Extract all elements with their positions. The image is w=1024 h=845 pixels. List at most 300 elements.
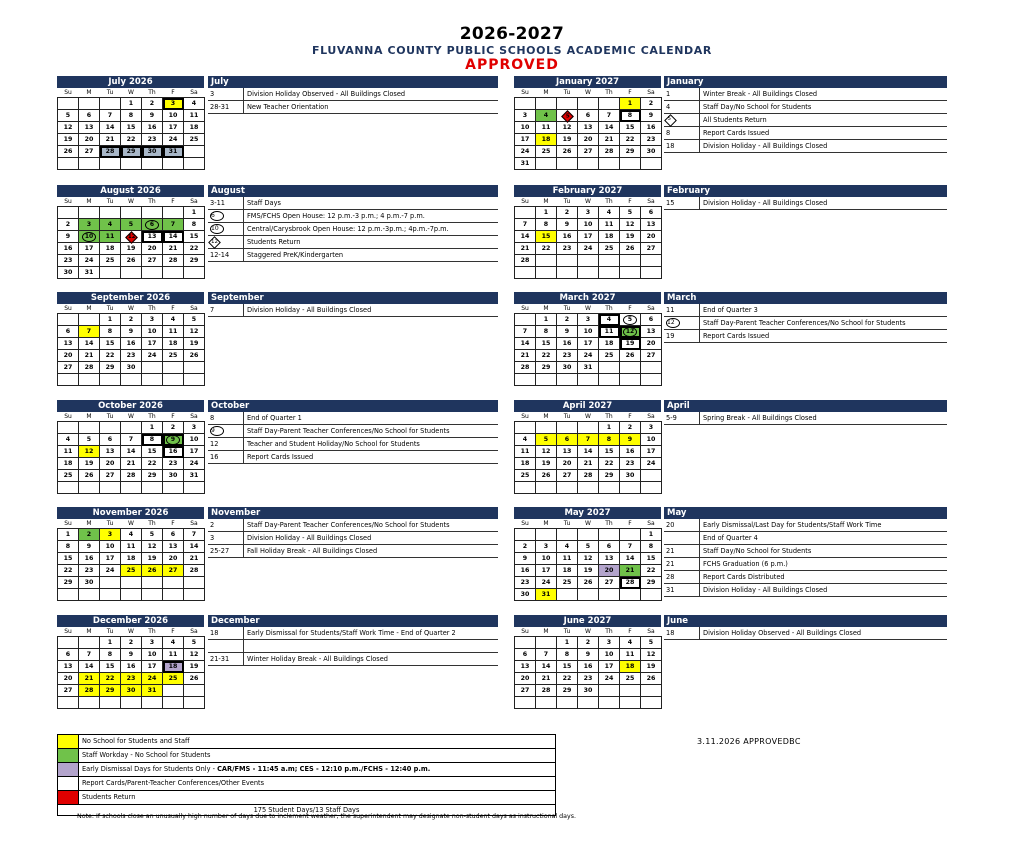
legend-row [58, 791, 555, 805]
weekday-label: Th [605, 520, 613, 527]
event-circle: 9 [210, 426, 224, 436]
day-cell: 29 [557, 685, 578, 697]
event-text: Staff Day/No School for Students [699, 101, 947, 113]
day-cell [515, 637, 536, 649]
day-cell: 10 [100, 541, 121, 553]
day-cell [58, 158, 79, 170]
week-row [515, 267, 662, 279]
event-text: Staff Day-Parent Teacher Conferences/No School for Students [699, 317, 947, 329]
day-cell [121, 577, 142, 589]
event-circle: 10 [82, 232, 96, 242]
day-cell: 22 [536, 243, 557, 255]
day-cell: 26 [557, 146, 578, 158]
day-cell [142, 697, 163, 709]
day-cell: 27 [142, 255, 163, 267]
day-cell: 22 [184, 243, 205, 255]
event-row [664, 114, 947, 127]
day-cell: 19 [58, 134, 79, 146]
day-cell: 6 [557, 434, 578, 446]
month-grid [57, 88, 205, 170]
event-text: Central/Carysbrook Open House: 12 p.m.-3p.m.; 4p.m.-7p.m. [243, 223, 498, 235]
day-cell: 11 [100, 231, 121, 243]
day-cell: 13 [163, 541, 184, 553]
event-row [664, 101, 947, 114]
day-cell: 5 [641, 637, 662, 649]
day-cell: 18 [599, 338, 620, 350]
day-cell: 7 [100, 110, 121, 122]
day-cell [121, 158, 142, 170]
day-cell: 30 [620, 470, 641, 482]
day-cell: 26 [142, 565, 163, 577]
week-row [58, 267, 205, 279]
day-cell: 12 [536, 446, 557, 458]
day-cell: 15 [536, 231, 557, 243]
day-cell [58, 374, 79, 386]
day-cell [599, 362, 620, 374]
day-cell: 4 [58, 434, 79, 446]
month-calendar [57, 76, 204, 170]
event-text [243, 640, 498, 652]
day-cell: 19 [184, 338, 205, 350]
event-month-title: July [208, 76, 498, 88]
day-cell: 11 [620, 649, 641, 661]
day-cell: 16 [641, 122, 662, 134]
day-cell: 22 [142, 458, 163, 470]
day-cell: 18 [58, 458, 79, 470]
event-date: 3-11 [210, 199, 225, 207]
day-cell: 14 [100, 122, 121, 134]
weekday-label: W [585, 89, 591, 96]
day-cell: 21 [184, 553, 205, 565]
weekday-label: F [171, 520, 175, 527]
day-cell [79, 374, 100, 386]
day-cell: 17 [578, 231, 599, 243]
event-text: Teacher and Student Holiday/No School for Students [243, 438, 498, 450]
event-month-title: December [208, 615, 498, 627]
week-row [515, 122, 662, 134]
day-cell [79, 589, 100, 601]
event-text: Spring Break - All Buildings Closed [699, 412, 947, 424]
day-cell: 17 [536, 565, 557, 577]
month-calendar [514, 400, 661, 494]
day-cell: 1 [142, 422, 163, 434]
day-cell: 15 [100, 338, 121, 350]
month-calendar [57, 185, 204, 279]
day-cell [599, 267, 620, 279]
day-cell: 24 [599, 673, 620, 685]
event-row [664, 197, 947, 210]
day-cell [58, 314, 79, 326]
day-cell: 14 [578, 446, 599, 458]
month-calendar [514, 76, 661, 170]
event-list [664, 292, 947, 343]
event-date: 21-31 [210, 655, 230, 663]
day-cell: 8 [100, 649, 121, 661]
event-month-title: August [208, 185, 498, 197]
day-cell: 19 [536, 458, 557, 470]
week-row [515, 589, 662, 601]
day-cell: 7 [578, 434, 599, 446]
day-cell: 7 [599, 110, 620, 122]
weekday-label: M [86, 628, 92, 635]
week-row [515, 158, 662, 170]
legend-label: Staff Workday - No School for Students [82, 751, 211, 759]
day-cell [79, 158, 100, 170]
event-row [208, 519, 498, 532]
week-row [58, 577, 205, 589]
day-cell: 11 [184, 110, 205, 122]
day-cell: 3 [100, 529, 121, 541]
day-cell: 24 [100, 565, 121, 577]
event-list [208, 292, 498, 317]
day-cell: 30 [557, 362, 578, 374]
month-title: June 2027 [514, 615, 661, 627]
week-row [58, 565, 205, 577]
day-cell: 3 [578, 314, 599, 326]
day-cell [536, 255, 557, 267]
week-row [58, 134, 205, 146]
day-cell: 7 [184, 529, 205, 541]
event-text: Report Cards Issued [699, 127, 947, 139]
day-cell: 27 [58, 685, 79, 697]
event-text: Division Holiday - All Buildings Closed [699, 197, 947, 209]
weekday-label: Sa [647, 413, 655, 420]
day-cell: 7 [79, 326, 100, 338]
event-date: 21 [666, 547, 675, 555]
day-cell: 8 [58, 541, 79, 553]
day-cell [184, 697, 205, 709]
day-cell [620, 326, 641, 338]
weekday-label: Su [521, 628, 529, 635]
weekday-label: Th [148, 198, 156, 205]
day-cell: 26 [184, 350, 205, 362]
day-cell: 18 [515, 458, 536, 470]
weekday-label: Sa [190, 89, 198, 96]
weekday-header [515, 197, 662, 207]
day-cell: 12 [142, 541, 163, 553]
day-cell [599, 685, 620, 697]
day-cell [557, 697, 578, 709]
month-title: February 2027 [514, 185, 661, 197]
week-row [58, 158, 205, 170]
weekday-label: W [128, 520, 134, 527]
day-cell: 4 [599, 207, 620, 219]
day-cell: 30 [515, 589, 536, 601]
event-list [664, 400, 947, 425]
day-cell: 2 [557, 207, 578, 219]
event-list [208, 400, 498, 464]
day-cell [557, 589, 578, 601]
day-cell: 20 [58, 350, 79, 362]
legend-row [58, 749, 555, 763]
event-date: 8 [210, 414, 215, 422]
day-cell [557, 110, 578, 122]
day-cell: 15 [620, 122, 641, 134]
week-row [515, 434, 662, 446]
week-row [58, 231, 205, 243]
day-cell: 11 [536, 122, 557, 134]
day-cell: 16 [121, 338, 142, 350]
event-text: End of Quarter 1 [243, 412, 498, 424]
day-cell: 25 [100, 255, 121, 267]
weekday-header [58, 519, 205, 529]
month-grid [514, 627, 662, 709]
day-cell: 22 [536, 350, 557, 362]
event-text: Winter Holiday Break - All Buildings Closed [243, 653, 498, 665]
day-cell: 6 [515, 649, 536, 661]
day-cell [536, 637, 557, 649]
day-cell: 23 [620, 458, 641, 470]
day-cell: 17 [184, 446, 205, 458]
day-cell [599, 697, 620, 709]
day-cell: 1 [100, 314, 121, 326]
day-cell [557, 158, 578, 170]
day-cell: 24 [578, 243, 599, 255]
day-cell: 4 [599, 314, 620, 326]
event-row [208, 451, 498, 464]
day-cell: 12 [641, 649, 662, 661]
day-cell: 19 [641, 661, 662, 673]
day-cell: 21 [515, 350, 536, 362]
month-title: November 2026 [57, 507, 204, 519]
day-cell: 19 [578, 565, 599, 577]
day-cell: 29 [142, 470, 163, 482]
event-circle: 6 [210, 211, 224, 221]
day-cell: 21 [620, 565, 641, 577]
weekday-label: Sa [647, 89, 655, 96]
day-cell: 14 [620, 553, 641, 565]
day-cell: 24 [163, 134, 184, 146]
month-grid [57, 197, 205, 279]
month-grid [514, 88, 662, 170]
event-row [208, 545, 498, 558]
month-calendar [57, 507, 204, 601]
event-text: Report Cards Issued [699, 330, 947, 342]
day-cell: 1 [641, 529, 662, 541]
day-cell [142, 589, 163, 601]
day-cell [620, 685, 641, 697]
week-row [58, 374, 205, 386]
day-cell [58, 422, 79, 434]
event-date: 12-14 [210, 251, 230, 259]
event-row [664, 317, 947, 330]
students-return-marker: 12 [125, 231, 138, 244]
day-cell: 17 [100, 553, 121, 565]
weekday-label: Su [64, 520, 72, 527]
day-cell [536, 98, 557, 110]
day-cell [184, 362, 205, 374]
day-cell: 5 [58, 110, 79, 122]
day-cell [578, 529, 599, 541]
event-date: 11 [666, 306, 675, 314]
event-row [664, 627, 947, 640]
legend [57, 734, 556, 816]
weekday-label: Th [605, 305, 613, 312]
day-cell: 26 [578, 577, 599, 589]
day-cell: 22 [121, 134, 142, 146]
day-cell: 27 [641, 243, 662, 255]
day-cell: 12 [578, 553, 599, 565]
day-cell: 27 [641, 350, 662, 362]
day-cell [121, 422, 142, 434]
weekday-label: Th [148, 413, 156, 420]
event-list [208, 76, 498, 114]
day-cell: 2 [620, 422, 641, 434]
week-row [515, 577, 662, 589]
day-cell: 6 [163, 529, 184, 541]
day-cell [58, 589, 79, 601]
day-cell [100, 374, 121, 386]
weekday-label: Tu [563, 413, 571, 420]
day-cell [515, 207, 536, 219]
weekday-label: Su [64, 305, 72, 312]
day-cell [557, 374, 578, 386]
day-cell [142, 158, 163, 170]
event-text: Division Holiday Observed - All Buildings Closed [699, 627, 947, 639]
weekday-label: W [128, 305, 134, 312]
weekday-label: F [171, 198, 175, 205]
event-row [208, 627, 498, 640]
day-cell: 3 [515, 110, 536, 122]
day-cell: 5 [578, 541, 599, 553]
day-cell [121, 374, 142, 386]
day-cell [536, 158, 557, 170]
event-date: 8 [666, 129, 671, 137]
day-cell [79, 207, 100, 219]
week-row [58, 338, 205, 350]
day-cell: 9 [121, 649, 142, 661]
day-cell: 18 [536, 134, 557, 146]
event-text: Report Cards Distributed [699, 571, 947, 583]
day-cell: 19 [121, 243, 142, 255]
week-row [515, 338, 662, 350]
day-cell: 1 [100, 637, 121, 649]
month-grid [57, 304, 205, 386]
day-cell [578, 589, 599, 601]
day-cell [100, 207, 121, 219]
event-date: 3 [210, 534, 215, 542]
day-cell: 13 [79, 122, 100, 134]
day-cell: 2 [578, 637, 599, 649]
day-cell: 4 [184, 98, 205, 110]
event-circle: 6 [145, 220, 159, 230]
weekday-header [515, 88, 662, 98]
weekday-header [58, 304, 205, 314]
day-cell [100, 577, 121, 589]
day-cell: 28 [163, 255, 184, 267]
day-cell: 25 [121, 565, 142, 577]
week-row [58, 541, 205, 553]
approval-stamp: 3.11.2026 APPROVEDBC [697, 737, 801, 746]
event-row [208, 88, 498, 101]
event-row [208, 304, 498, 317]
day-cell: 7 [515, 326, 536, 338]
day-cell: 15 [599, 446, 620, 458]
event-list [208, 615, 498, 666]
day-cell [79, 98, 100, 110]
event-row [208, 101, 498, 114]
day-cell: 31 [578, 362, 599, 374]
day-cell: 11 [121, 541, 142, 553]
day-cell: 27 [58, 362, 79, 374]
event-date [664, 114, 699, 126]
day-cell: 16 [121, 661, 142, 673]
day-cell: 23 [557, 243, 578, 255]
day-cell: 6 [58, 326, 79, 338]
week-row [515, 231, 662, 243]
day-cell: 12 [58, 122, 79, 134]
day-cell: 22 [58, 565, 79, 577]
day-cell: 29 [641, 577, 662, 589]
day-cell [121, 207, 142, 219]
weekday-label: Sa [190, 305, 198, 312]
event-month-title: March [664, 292, 947, 304]
day-cell: 11 [163, 649, 184, 661]
day-cell: 31 [142, 685, 163, 697]
event-text: Division Holiday Observed - All Buildings Closed [243, 88, 498, 100]
day-cell [620, 697, 641, 709]
day-cell: 23 [58, 255, 79, 267]
weekday-label: M [86, 198, 92, 205]
week-row [58, 553, 205, 565]
month-calendar [57, 292, 204, 386]
day-cell: 3 [142, 637, 163, 649]
week-row [515, 685, 662, 697]
month-calendar [514, 185, 661, 279]
day-cell [641, 685, 662, 697]
day-cell [620, 314, 641, 326]
month-title: October 2026 [57, 400, 204, 412]
day-cell: 27 [578, 146, 599, 158]
day-cell: 30 [121, 685, 142, 697]
day-cell: 30 [79, 577, 100, 589]
weekday-label: Th [148, 305, 156, 312]
day-cell: 4 [557, 541, 578, 553]
day-cell [557, 422, 578, 434]
day-cell: 5 [184, 314, 205, 326]
week-row [58, 110, 205, 122]
day-cell: 30 [142, 146, 163, 158]
event-date [208, 210, 243, 222]
day-cell: 4 [163, 314, 184, 326]
day-cell: 10 [142, 649, 163, 661]
day-cell: 30 [641, 146, 662, 158]
day-cell: 9 [58, 231, 79, 243]
event-date: 28-31 [210, 103, 230, 111]
day-cell: 1 [557, 637, 578, 649]
day-cell [163, 697, 184, 709]
day-cell [578, 267, 599, 279]
day-cell: 21 [599, 134, 620, 146]
weekday-label: Su [521, 198, 529, 205]
weekday-label: M [86, 89, 92, 96]
day-cell [163, 362, 184, 374]
day-cell: 10 [142, 326, 163, 338]
event-date [208, 425, 243, 437]
day-cell: 31 [536, 589, 557, 601]
week-row [58, 146, 205, 158]
event-date: 4 [666, 103, 671, 111]
day-cell [163, 267, 184, 279]
day-cell [599, 529, 620, 541]
day-cell: 15 [536, 338, 557, 350]
event-list [664, 507, 947, 597]
event-text: All Students Return [699, 114, 947, 126]
day-cell: 10 [578, 219, 599, 231]
month-grid [514, 304, 662, 386]
day-cell [599, 589, 620, 601]
event-date [664, 532, 699, 544]
